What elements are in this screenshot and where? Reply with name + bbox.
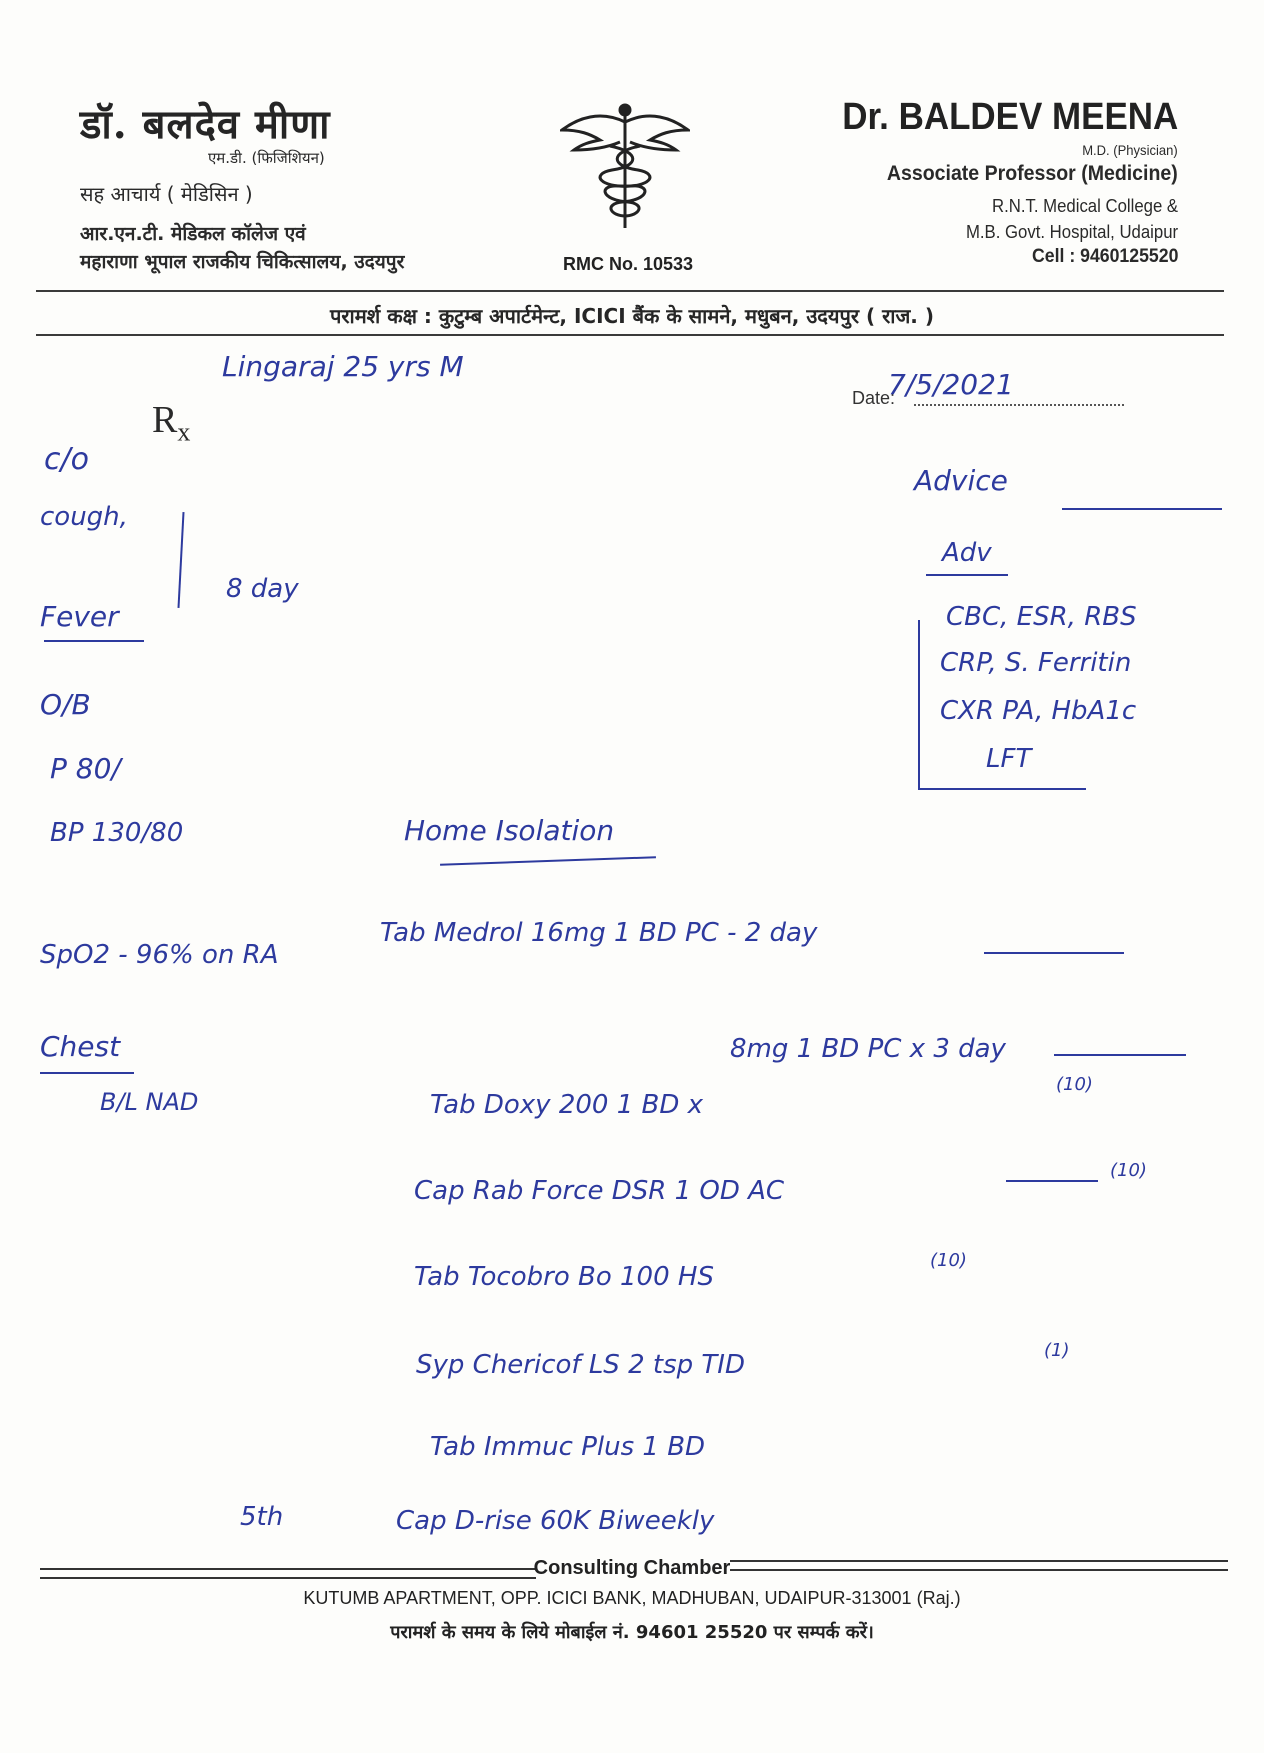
- rmc-number: RMC No. 10533: [563, 254, 694, 274]
- doctor-name-hindi: डॉ. बलदेव मीणा: [80, 101, 331, 148]
- history-bracket: [177, 512, 184, 608]
- count-medicine-3: (10): [1056, 1074, 1093, 1095]
- history-duration: 8 day: [226, 574, 299, 604]
- chamber-address-hindi: परामर्श कक्ष : कुटुम्ब अपार्टमेन्ट, ICICI बैंक के सामने, मधुबन, उदयपुर ( राज. ): [329, 304, 935, 328]
- count-medicine-4: (10): [1110, 1160, 1147, 1181]
- history-chest-label: Chest: [40, 1030, 121, 1063]
- investigation-1: CBC, ESR, RBS: [946, 602, 1137, 632]
- consulting-chamber-label: Consulting Chamber: [533, 1557, 731, 1579]
- history-bp: BP 130/80: [50, 818, 184, 848]
- investigation-bracket: [918, 620, 920, 790]
- footer-address: KUTUMB APARTMENT, OPP. ICICI BANK, MADHUBAN, UDAIPUR-313001 (Raj.): [303, 1588, 961, 1608]
- doctor-name-english: Dr. BALDEV MEENA: [841, 96, 1178, 138]
- header-rule-top: [36, 290, 1224, 292]
- rx-symbol: $R_x$: [152, 399, 191, 447]
- history-chest-finding: B/L NAD: [100, 1088, 199, 1116]
- college-english: R.N.T. Medical College &: [991, 196, 1178, 216]
- history-spo2: SpO2 - 96% on RA: [40, 940, 279, 970]
- hospital-hindi: महाराणा भूपाल राजकीय चिकित्सालय, उदयपुर: [80, 251, 405, 273]
- medicine-4-line: [1006, 1180, 1098, 1182]
- investigation-2: CRP, S. Ferritin: [940, 648, 1132, 678]
- cell-number: Cell : 9460125520: [1031, 246, 1178, 267]
- date-value: 7/5/2021: [888, 368, 1014, 401]
- count-medicine-5: (10): [930, 1250, 967, 1271]
- chest-underline: [40, 1072, 134, 1074]
- investigation-bracket-bottom: [918, 788, 1086, 790]
- count-medicine-6: (1): [1044, 1340, 1070, 1361]
- degree-english: M.D. (Physician): [1082, 142, 1178, 158]
- advice-heading: Advice: [914, 464, 1008, 497]
- medicine-1-line: [984, 952, 1124, 954]
- degree-hindi: एम.डी. (फिजिशियन): [208, 149, 325, 167]
- medicine-4: Cap Rab Force DSR 1 OD AC: [414, 1176, 785, 1206]
- medicine-2: 8mg 1 BD PC x 3 day: [730, 1034, 1006, 1064]
- investigation-4: LFT: [986, 744, 1032, 774]
- designation-english: Associate Professor (Medicine): [887, 162, 1178, 185]
- college-hindi: आर.एन.टी. मेडिकल कॉलेज एवं: [80, 223, 306, 245]
- advice-underline: [1062, 508, 1222, 510]
- designation-hindi: सह आचार्य ( मेडिसिन ): [80, 182, 253, 206]
- patient-info: Lingaraj 25 yrs M: [222, 350, 464, 383]
- home-isolation: Home Isolation: [404, 814, 615, 847]
- medicine-8: Cap D-rise 60K Biweekly: [396, 1506, 715, 1536]
- footer-mobile-line: परामर्श के समय के लिये मोबाईल नं. 94601 25520 पर सम्पर्क करें।: [390, 1622, 874, 1643]
- hospital-english: M.B. Govt. Hospital, Udaipur: [965, 222, 1178, 242]
- medicine-5: Tab Tocobro Bo 100 HS: [414, 1262, 714, 1292]
- history-pulse: P 80/: [50, 752, 121, 785]
- medicine-2-line: [1054, 1054, 1186, 1056]
- medicine-3: Tab Doxy 200 1 BD x: [430, 1090, 704, 1120]
- history-fever: Fever: [40, 600, 119, 633]
- advice-sub-underline: [926, 574, 1008, 576]
- misc-mark: 5th: [240, 1502, 284, 1532]
- fever-underline: [44, 640, 144, 642]
- medicine-1: Tab Medrol 16mg 1 BD PC - 2 day: [380, 918, 818, 948]
- medicine-6: Syp Chericof LS 2 tsp TID: [416, 1350, 745, 1380]
- medicine-7: Tab Immuc Plus 1 BD: [430, 1432, 706, 1462]
- date-label: Date:: [852, 388, 896, 408]
- isolation-underline: [440, 856, 656, 866]
- advice-sub: Adv: [942, 538, 992, 568]
- history-cough: cough,: [40, 502, 128, 532]
- date-dotted-line: [914, 404, 1124, 406]
- header-rule-bottom: [36, 334, 1224, 336]
- history-co: c/o: [44, 442, 89, 477]
- investigation-3: CXR PA, HbA1c: [940, 696, 1137, 726]
- history-ob: O/B: [40, 688, 91, 721]
- caduceus-icon: [560, 100, 690, 230]
